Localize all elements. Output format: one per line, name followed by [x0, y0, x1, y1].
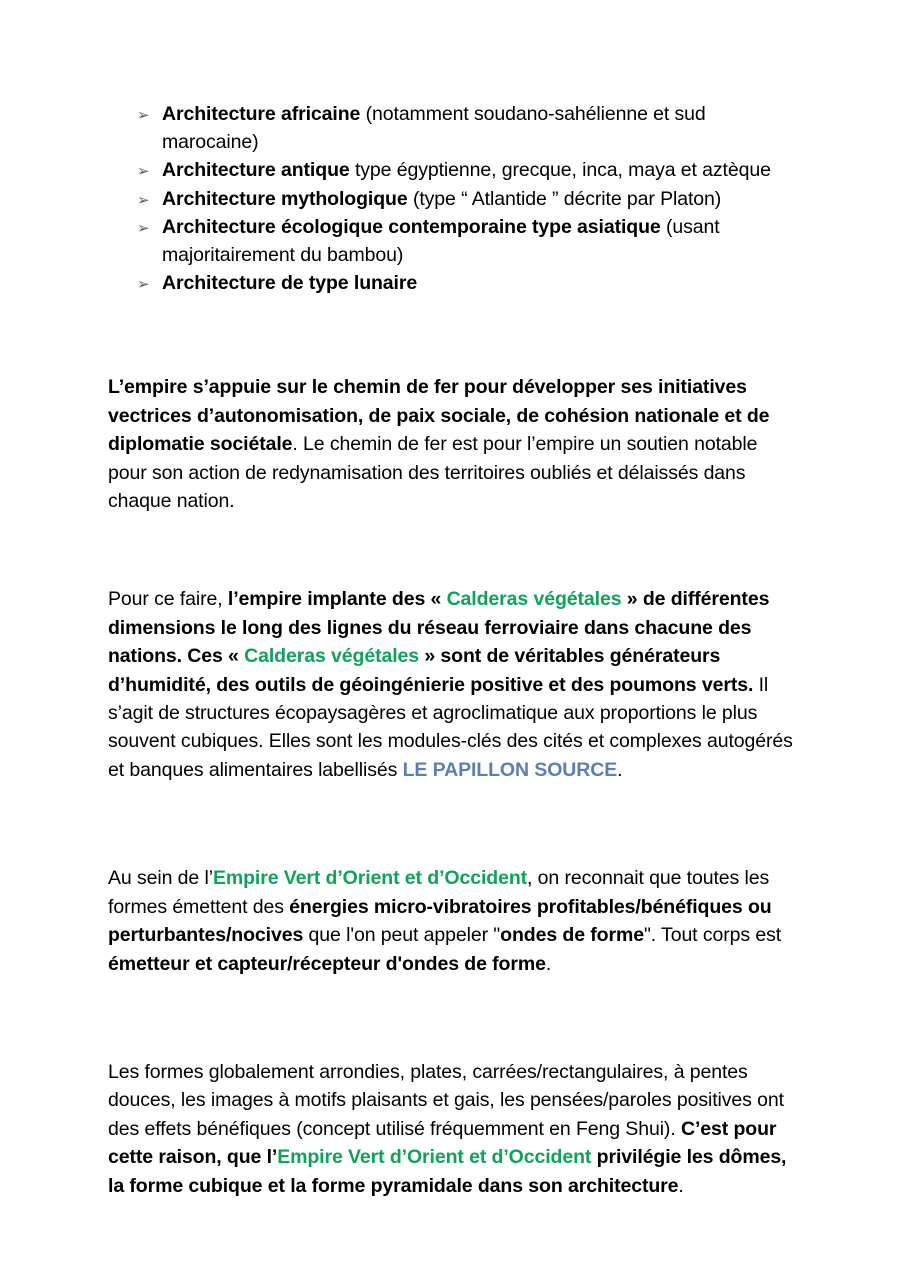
list-item-term: Architecture de type lunaire	[162, 272, 418, 295]
bullet-arrow-icon: ➢	[137, 106, 150, 124]
formes-bold-2: privilégie les dômes, la forme cubique et la forme pyramidale dans son architecture	[108, 1146, 787, 1197]
list-item-detail: (notamment soudano-sahélienne et sud marocaine)	[162, 103, 706, 154]
section-spacer	[108, 978, 797, 1058]
list-item-term: Architecture écologique contemporaine type asiatique	[162, 215, 661, 238]
paragraph-ondes	[108, 864, 797, 978]
architecture-types-list	[108, 100, 797, 297]
list-item	[108, 185, 797, 213]
list-item	[108, 269, 797, 297]
paragraph-calderas	[108, 585, 797, 784]
calderas-bold-3: » sont de véritables générateurs d’humidité, des outils de géoingénierie positive et des poumons verts.	[108, 645, 754, 696]
empire-vert-highlight: Empire Vert d’Orient et d’Occident	[212, 867, 528, 890]
ondes-mid-1: , on reconnait que toutes les formes émettent des	[108, 867, 770, 918]
ondes-mid-3: ". Tout corps est	[643, 924, 782, 947]
calderas-bold-2: » de différentes dimensions le long des lignes du réseau ferroviaire dans chacune des nations. Ces «	[108, 588, 770, 668]
list-item	[108, 100, 797, 156]
calderas-term-highlight: Calderas végétales	[244, 645, 420, 668]
ondes-bold-2: ondes de forme	[500, 924, 644, 947]
calderas-end: .	[617, 758, 623, 781]
formes-intro: Les formes globalement arrondies, plates, carrées/rectangulaires, à pentes douces, les images à motifs plaisants et gais, les pensées/paroles positives ont des effets bénéfiques (concept utilisé fréquemment en Feng Shui).	[108, 1060, 784, 1140]
section-spacer	[108, 297, 797, 373]
list-item-detail: (usant majoritairement du bambou)	[162, 215, 720, 267]
bullet-arrow-icon: ➢	[137, 275, 150, 294]
railway-rest: . Le chemin de fer est pour l’empire un soutien notable pour son action de redynamisation des territoires oubliés et délaissés dans chaque nation.	[108, 433, 758, 513]
list-item	[108, 213, 797, 269]
calderas-term-highlight: Calderas végétales	[446, 588, 622, 611]
calderas-intro: Pour ce faire,	[108, 588, 228, 611]
list-item-term: Architecture mythologique	[162, 187, 408, 210]
list-item-detail: (type “ Atlantide ” décrite par Platon)	[407, 187, 722, 210]
list-item-term: Architecture antique	[162, 159, 350, 182]
ondes-bold-1: énergies micro-vibratoires profitables/bénéfiques ou perturbantes/nocives	[108, 895, 772, 947]
calderas-bold-1: l’empire implante des «	[227, 588, 447, 611]
bullet-arrow-icon: ➢	[137, 162, 150, 181]
ondes-mid-2: que l'on peut appeler "	[303, 924, 501, 947]
bullet-arrow-icon: ➢	[137, 190, 150, 209]
section-spacer	[108, 784, 797, 864]
papillon-source-label: LE PAPILLON SOURCE	[402, 758, 618, 781]
ondes-intro: Au sein de l’	[108, 867, 213, 890]
ondes-end: .	[545, 952, 552, 975]
calderas-rest: Il s’agit de structures écopaysagères et agroclimatique aux proportions le plus souvent cubiques. Elles sont les modules-clés des cités et complexes autogérés et banques alimentaires labellisés	[108, 673, 793, 781]
list-item-term: Architecture africaine	[162, 103, 361, 125]
paragraph-railway	[108, 373, 797, 515]
formes-end: .	[678, 1174, 684, 1197]
section-spacer	[108, 515, 797, 585]
paragraph-formes	[108, 1058, 797, 1200]
formes-bold-1: C’est pour cette raison, que l’	[108, 1117, 777, 1169]
list-item-detail: type égyptienne, grecque, inca, maya et aztèque	[349, 159, 771, 182]
railway-bold-lead: L’empire s’appuie sur le chemin de fer pour développer ses initiatives vectrices d’autonomisation, de paix sociale, de cohésion nationale et de diplomatie sociétale	[108, 376, 770, 456]
list-item	[108, 156, 797, 184]
bullet-arrow-icon: ➢	[137, 218, 150, 237]
empire-vert-highlight: Empire Vert d’Orient et d’Occident	[277, 1146, 592, 1169]
ondes-bold-3: émetteur et capteur/récepteur d'ondes de forme	[108, 952, 546, 975]
